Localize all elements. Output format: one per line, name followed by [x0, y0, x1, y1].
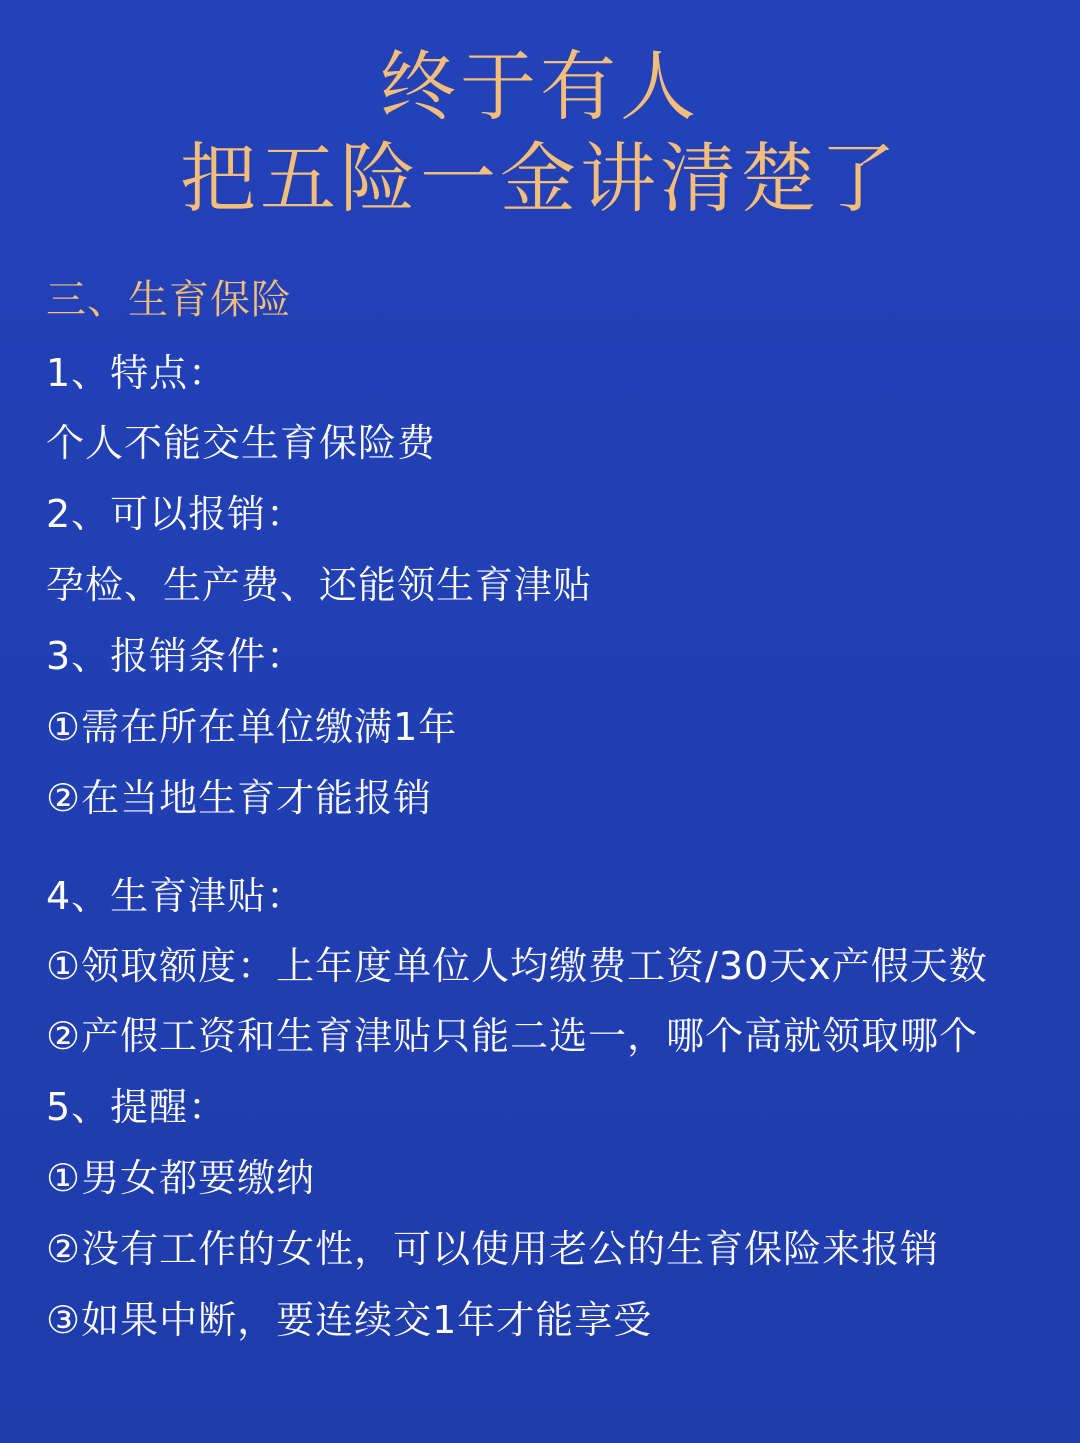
page-title-line-2: 把五险一金讲清楚了 [180, 134, 900, 223]
item-heading-conditions: 3、报销条件： [46, 634, 306, 678]
section-heading: 三、生育保险 [46, 277, 292, 323]
allowance-item-2: ②产假工资和生育津贴只能二选一，哪个高就领取哪个 [46, 1014, 979, 1058]
item-heading-reimbursable: 2、可以报销： [46, 492, 306, 536]
condition-item-2: ②在当地生育才能报销 [46, 776, 433, 820]
reminder-item-2: ②没有工作的女性，可以使用老公的生育保险来报销 [46, 1227, 940, 1271]
allowance-item-1: ①领取额度：上年度单位人均缴费工资/30天x产假天数 [46, 944, 988, 988]
condition-item-1: ①需在所在单位缴满1年 [46, 705, 458, 749]
item-heading-features: 1、特点： [46, 351, 228, 395]
item-text-features: 个人不能交生育保险费 [46, 421, 437, 465]
item-heading-allowance: 4、生育津贴： [46, 874, 306, 918]
item-text-reimbursable: 孕检、生产费、还能领生育津贴 [46, 563, 593, 607]
reminder-item-3: ③如果中断，要连续交1年才能享受 [46, 1298, 653, 1342]
reminder-item-1: ①男女都要缴纳 [46, 1156, 316, 1200]
item-heading-reminder: 5、提醒： [46, 1085, 228, 1129]
page-title-line-1: 终于有人 [380, 42, 700, 131]
